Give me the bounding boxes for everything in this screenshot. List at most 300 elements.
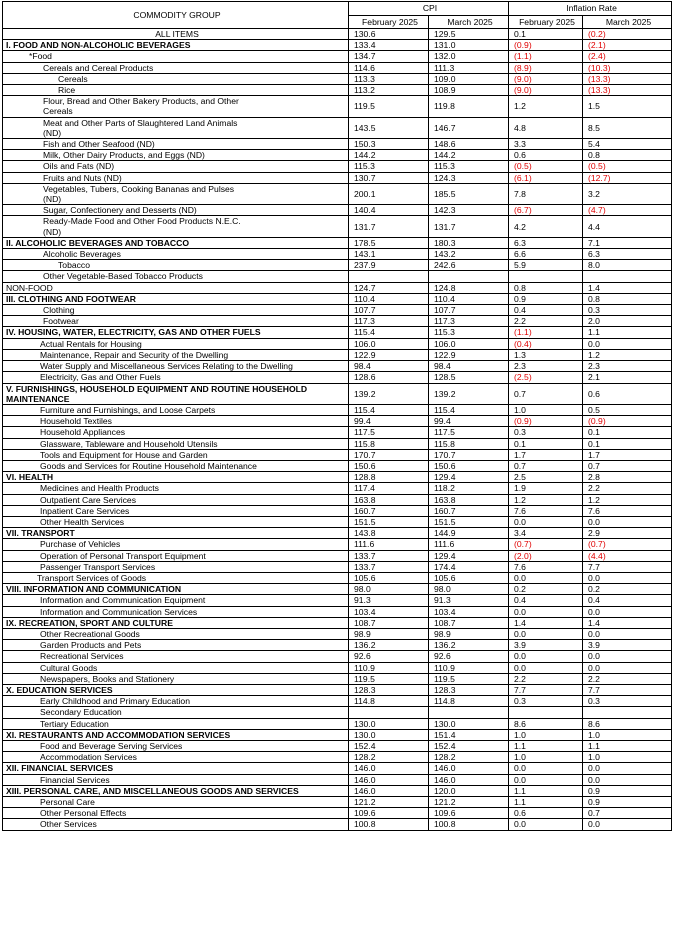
cpi-mar-value: 117.5	[429, 427, 509, 438]
commodity-label: Tobacco	[3, 260, 349, 271]
cpi-feb-value: 139.2	[349, 383, 429, 404]
table-row	[3, 528, 672, 539]
cpi-feb-value: 103.4	[349, 606, 429, 617]
inf-mar-value: 7.7	[583, 561, 672, 572]
cpi-feb-value: 146.0	[349, 774, 429, 785]
inf-mar-value: (0.9)	[583, 416, 672, 427]
table-row	[3, 684, 672, 695]
commodity-label: XIII. PERSONAL CARE, AND MISCELLANEOUS GOODS AND SERVICES	[3, 785, 349, 796]
commodity-label: Fish and Other Seafood (ND)	[3, 139, 349, 150]
cpi-feb-value: 106.0	[349, 338, 429, 349]
inf-feb-value: 1.4	[509, 617, 583, 628]
cpi-feb-value: 140.4	[349, 205, 429, 216]
cpi-feb-value: 128.8	[349, 472, 429, 483]
commodity-label: III. CLOTHING AND FOOTWEAR	[3, 293, 349, 304]
inf-mar-value: 0.1	[583, 438, 672, 449]
cpi-mar-value: 108.7	[429, 617, 509, 628]
cpi-feb-value: 119.5	[349, 96, 429, 117]
inf-feb-value: 7.7	[509, 684, 583, 695]
cpi-mar-value: 110.4	[429, 293, 509, 304]
inf-feb-value: 7.6	[509, 505, 583, 516]
cpi-feb-value: 146.0	[349, 763, 429, 774]
table-row	[3, 785, 672, 796]
commodity-label: Accommodation Services	[3, 752, 349, 763]
commodity-label: Ready-Made Food and Other Food Products N.E.C. (ND)	[3, 216, 349, 237]
inf-mar-value: (13.3)	[583, 73, 672, 84]
inf-mar-value: 7.6	[583, 505, 672, 516]
cpi-mar-value: 129.4	[429, 472, 509, 483]
table-row	[3, 327, 672, 338]
inf-feb-value: 0.1	[509, 29, 583, 40]
cpi-feb-header: February 2025	[349, 16, 429, 29]
commodity-label: Household Appliances	[3, 427, 349, 438]
cpi-feb-value: 115.3	[349, 161, 429, 172]
cpi-mar-value: 242.6	[429, 260, 509, 271]
inf-mar-value: (0.5)	[583, 161, 672, 172]
inf-mar-value: 0.0	[583, 819, 672, 830]
inf-feb-value: 0.0	[509, 651, 583, 662]
table-row	[3, 774, 672, 785]
cpi-feb-value: 130.6	[349, 29, 429, 40]
table-row	[3, 40, 672, 51]
inf-mar-value: 3.2	[583, 183, 672, 204]
table-row	[3, 640, 672, 651]
cpi-mar-value: 148.6	[429, 139, 509, 150]
commodity-label: VIII. INFORMATION AND COMMUNICATION	[3, 584, 349, 595]
inf-feb-value: (2.0)	[509, 550, 583, 561]
inf-mar-value: (12.7)	[583, 172, 672, 183]
table-row	[3, 282, 672, 293]
inf-mar-value: 0.0	[583, 606, 672, 617]
cpi-mar-value: 130.0	[429, 718, 509, 729]
inf-feb-value: (0.7)	[509, 539, 583, 550]
table-row	[3, 205, 672, 216]
cpi-mar-value: 108.9	[429, 85, 509, 96]
commodity-label: Medicines and Health Products	[3, 483, 349, 494]
table-row	[3, 752, 672, 763]
commodity-label: Oils and Fats (ND)	[3, 161, 349, 172]
cpi-feb-value: 133.7	[349, 550, 429, 561]
commodity-label: Goods and Services for Routine Household Maintenance	[3, 460, 349, 471]
inf-mar-value: 0.7	[583, 808, 672, 819]
inf-feb-value: 4.8	[509, 117, 583, 138]
table-row	[3, 651, 672, 662]
inf-mar-value: 1.0	[583, 729, 672, 740]
cpi-mar-value: 129.4	[429, 550, 509, 561]
cpi-mar-value: 119.5	[429, 673, 509, 684]
inf-mar-value: 0.0	[583, 628, 672, 639]
inf-mar-value: 1.1	[583, 327, 672, 338]
inf-mar-value: 1.4	[583, 282, 672, 293]
commodity-label: Personal Care	[3, 797, 349, 808]
inf-feb-value	[509, 271, 583, 282]
inf-feb-value: 0.6	[509, 808, 583, 819]
commodity-label: Electricity, Gas and Other Fuels	[3, 372, 349, 383]
table-row	[3, 741, 672, 752]
cpi-mar-value	[429, 271, 509, 282]
cpi-feb-value: 110.9	[349, 662, 429, 673]
cpi-mar-value: 139.2	[429, 383, 509, 404]
inf-feb-value: 1.0	[509, 752, 583, 763]
inf-feb-value: 7.8	[509, 183, 583, 204]
inf-feb-value: 6.3	[509, 237, 583, 248]
inf-feb-value: 1.1	[509, 797, 583, 808]
cpi-mar-value: 100.8	[429, 819, 509, 830]
table-row	[3, 305, 672, 316]
inf-feb-value: 0.7	[509, 460, 583, 471]
commodity-label: XI. RESTAURANTS AND ACCOMMODATION SERVICES	[3, 729, 349, 740]
cpi-mar-value: 146.0	[429, 774, 509, 785]
table-row	[3, 237, 672, 248]
inf-feb-value: 5.9	[509, 260, 583, 271]
inf-feb-value: 0.3	[509, 427, 583, 438]
cpi-mar-value: 146.7	[429, 117, 509, 138]
commodity-label: Inpatient Care Services	[3, 505, 349, 516]
inf-mar-value: 0.1	[583, 427, 672, 438]
table-row	[3, 617, 672, 628]
cpi-mar-value: 107.7	[429, 305, 509, 316]
inf-mar-value: (0.7)	[583, 539, 672, 550]
inf-feb-value: 1.7	[509, 449, 583, 460]
table-row	[3, 361, 672, 372]
cpi-feb-value: 113.3	[349, 73, 429, 84]
table-row	[3, 584, 672, 595]
cpi-feb-value: 98.9	[349, 628, 429, 639]
inf-mar-value: 0.5	[583, 404, 672, 415]
table-row	[3, 372, 672, 383]
inf-mar-value: 2.0	[583, 316, 672, 327]
cpi-mar-value: 142.3	[429, 205, 509, 216]
inf-feb-value: 0.9	[509, 293, 583, 304]
cpi-mar-value: 92.6	[429, 651, 509, 662]
cpi-feb-value: 114.6	[349, 62, 429, 73]
table-row	[3, 216, 672, 237]
inf-feb-value: (0.4)	[509, 338, 583, 349]
inf-mar-value: 0.0	[583, 763, 672, 774]
cpi-mar-value: 132.0	[429, 51, 509, 62]
inf-feb-value: 1.1	[509, 785, 583, 796]
table-row	[3, 628, 672, 639]
commodity-label: Milk, Other Dairy Products, and Eggs (ND)	[3, 150, 349, 161]
table-body	[3, 29, 672, 831]
table-row	[3, 260, 672, 271]
cpi-mar-value: 110.9	[429, 662, 509, 673]
commodity-label: Water Supply and Miscellaneous Services Relating to the Dwelling	[3, 361, 349, 372]
commodity-label: Information and Communication Equipment	[3, 595, 349, 606]
inf-feb-value: 0.0	[509, 819, 583, 830]
inf-feb-value: 0.8	[509, 282, 583, 293]
inf-mar-value: 2.2	[583, 673, 672, 684]
cpi-feb-value: 100.8	[349, 819, 429, 830]
inf-mar-value: 0.3	[583, 696, 672, 707]
commodity-label: Actual Rentals for Housing	[3, 338, 349, 349]
commodity-label: Sugar, Confectionery and Desserts (ND)	[3, 205, 349, 216]
inf-mar-value: 1.1	[583, 741, 672, 752]
table-row	[3, 316, 672, 327]
cpi-feb-value: 146.0	[349, 785, 429, 796]
table-row	[3, 338, 672, 349]
cpi-mar-value: 98.4	[429, 361, 509, 372]
commodity-label: VI. HEALTH	[3, 472, 349, 483]
commodity-label: Vegetables, Tubers, Cooking Bananas and Pulses (ND)	[3, 183, 349, 204]
inf-mar-value: (13.3)	[583, 85, 672, 96]
table-row	[3, 472, 672, 483]
commodity-label: Other Services	[3, 819, 349, 830]
commodity-label: Cultural Goods	[3, 662, 349, 673]
inf-feb-value: 0.0	[509, 662, 583, 673]
inf-feb-value: (1.1)	[509, 51, 583, 62]
inf-feb-value: 0.0	[509, 606, 583, 617]
inf-feb-value: 0.4	[509, 305, 583, 316]
inf-mar-value: 8.6	[583, 718, 672, 729]
cpi-feb-value: 107.7	[349, 305, 429, 316]
cpi-feb-value: 109.6	[349, 808, 429, 819]
cpi-mar-value: 115.8	[429, 438, 509, 449]
table-row	[3, 595, 672, 606]
table-row	[3, 539, 672, 550]
table-row	[3, 293, 672, 304]
cpi-feb-value: 128.2	[349, 752, 429, 763]
inf-mar-value: (10.3)	[583, 62, 672, 73]
commodity-label: Flour, Bread and Other Bakery Products, and Other Cereals	[3, 96, 349, 117]
commodity-group-header: COMMODITY GROUP	[3, 2, 349, 29]
table-row	[3, 460, 672, 471]
inf-mar-value: 0.0	[583, 338, 672, 349]
inf-mar-value: 1.2	[583, 349, 672, 360]
cpi-feb-value: 108.7	[349, 617, 429, 628]
table-row	[3, 808, 672, 819]
inf-mar-value: 3.9	[583, 640, 672, 651]
inf-mar-value: 2.2	[583, 483, 672, 494]
commodity-label: Furniture and Furnishings, and Loose Carpets	[3, 404, 349, 415]
cpi-feb-value: 128.3	[349, 684, 429, 695]
table-row	[3, 96, 672, 117]
commodity-label: Cereals	[3, 73, 349, 84]
inf-mar-value: 8.0	[583, 260, 672, 271]
cpi-feb-value	[349, 271, 429, 282]
inf-feb-value	[509, 707, 583, 718]
cpi-feb-value: 121.2	[349, 797, 429, 808]
cpi-feb-value: 134.7	[349, 51, 429, 62]
inf-feb-value: 1.0	[509, 404, 583, 415]
table-row	[3, 427, 672, 438]
inf-mar-value: 1.0	[583, 752, 672, 763]
inf-mar-value: 0.8	[583, 293, 672, 304]
cpi-mar-value: 131.7	[429, 216, 509, 237]
table-row	[3, 161, 672, 172]
table-row	[3, 572, 672, 583]
cpi-mar-value: 117.3	[429, 316, 509, 327]
inf-mar-value: 5.4	[583, 139, 672, 150]
table-row	[3, 707, 672, 718]
inf-feb-value: (0.5)	[509, 161, 583, 172]
cpi-mar-value: 174.4	[429, 561, 509, 572]
inf-mar-value: 2.9	[583, 528, 672, 539]
inf-feb-value: 1.0	[509, 729, 583, 740]
table-row	[3, 62, 672, 73]
inf-feb-value: 8.6	[509, 718, 583, 729]
commodity-label: Other Health Services	[3, 516, 349, 527]
inf-mar-value: 0.0	[583, 651, 672, 662]
commodity-label: I. FOOD AND NON-ALCOHOLIC BEVERAGES	[3, 40, 349, 51]
cpi-feb-value: 133.4	[349, 40, 429, 51]
inf-feb-value: 0.4	[509, 595, 583, 606]
cpi-mar-value: 143.2	[429, 249, 509, 260]
cpi-mar-value: 98.9	[429, 628, 509, 639]
cpi-mar-value: 118.2	[429, 483, 509, 494]
cpi-mar-value: 163.8	[429, 494, 509, 505]
commodity-label: Alcoholic Beverages	[3, 249, 349, 260]
table-row	[3, 349, 672, 360]
cpi-mar-value: 136.2	[429, 640, 509, 651]
inf-mar-value: (0.2)	[583, 29, 672, 40]
commodity-label: Operation of Personal Transport Equipment	[3, 550, 349, 561]
cpi-feb-value: 128.6	[349, 372, 429, 383]
table-row	[3, 150, 672, 161]
commodity-label: Tools and Equipment for House and Garden	[3, 449, 349, 460]
cpi-feb-value: 136.2	[349, 640, 429, 651]
inf-feb-value: (8.9)	[509, 62, 583, 73]
commodity-label: X. EDUCATION SERVICES	[3, 684, 349, 695]
commodity-label: Food and Beverage Serving Services	[3, 741, 349, 752]
cpi-mar-value: 91.3	[429, 595, 509, 606]
cpi-feb-value: 130.0	[349, 718, 429, 729]
table-row	[3, 673, 672, 684]
cpi-feb-value: 178.5	[349, 237, 429, 248]
cpi-mar-value: 114.8	[429, 696, 509, 707]
cpi-mar-value: 106.0	[429, 338, 509, 349]
commodity-label: II. ALCOHOLIC BEVERAGES AND TOBACCO	[3, 237, 349, 248]
inf-feb-value: (9.0)	[509, 73, 583, 84]
cpi-feb-value: 150.6	[349, 460, 429, 471]
inf-mar-value	[583, 271, 672, 282]
inf-feb-value: 2.2	[509, 316, 583, 327]
cpi-mar-value: 131.0	[429, 40, 509, 51]
cpi-feb-value: 124.7	[349, 282, 429, 293]
table-row	[3, 172, 672, 183]
cpi-mar-value: 121.2	[429, 797, 509, 808]
inf-feb-value: (0.9)	[509, 416, 583, 427]
inflation-mar-header: March 2025	[583, 16, 672, 29]
table-row	[3, 797, 672, 808]
table-row	[3, 85, 672, 96]
inf-feb-value: 4.2	[509, 216, 583, 237]
inf-feb-value: 0.0	[509, 763, 583, 774]
inf-feb-value: 0.2	[509, 584, 583, 595]
commodity-label: Outpatient Care Services	[3, 494, 349, 505]
commodity-label: VII. TRANSPORT	[3, 528, 349, 539]
commodity-label: *Food	[3, 51, 349, 62]
cpi-feb-value: 105.6	[349, 572, 429, 583]
cpi-mar-value: 150.6	[429, 460, 509, 471]
cpi-mar-value: 180.3	[429, 237, 509, 248]
table-row	[3, 561, 672, 572]
table-row	[3, 606, 672, 617]
inf-feb-value: 0.0	[509, 572, 583, 583]
commodity-label: Recreational Services	[3, 651, 349, 662]
inf-feb-value: 6.6	[509, 249, 583, 260]
commodity-label: Footwear	[3, 316, 349, 327]
table-row	[3, 516, 672, 527]
cpi-mar-value: 129.5	[429, 29, 509, 40]
commodity-label: Other Personal Effects	[3, 808, 349, 819]
cpi-feb-value: 163.8	[349, 494, 429, 505]
cpi-feb-value: 150.3	[349, 139, 429, 150]
cpi-feb-value: 110.4	[349, 293, 429, 304]
inf-mar-value: 0.6	[583, 383, 672, 404]
cpi-feb-value: 144.2	[349, 150, 429, 161]
inf-feb-value: (6.7)	[509, 205, 583, 216]
inf-mar-value: (4.7)	[583, 205, 672, 216]
cpi-mar-value: 160.7	[429, 505, 509, 516]
cpi-mar-value: 111.6	[429, 539, 509, 550]
commodity-label: Financial Services	[3, 774, 349, 785]
inf-feb-value: 3.9	[509, 640, 583, 651]
inf-mar-value: 0.9	[583, 785, 672, 796]
cpi-mar-value: 115.3	[429, 327, 509, 338]
cpi-feb-value: 130.7	[349, 172, 429, 183]
table-row	[3, 729, 672, 740]
commodity-label: XII. FINANCIAL SERVICES	[3, 763, 349, 774]
table-row	[3, 404, 672, 415]
inf-mar-value: 7.7	[583, 684, 672, 695]
inf-feb-value: 7.6	[509, 561, 583, 572]
inf-feb-value: (2.5)	[509, 372, 583, 383]
cpi-mar-value: 128.3	[429, 684, 509, 695]
table-row	[3, 696, 672, 707]
table-row	[3, 763, 672, 774]
cpi-feb-value: 115.4	[349, 327, 429, 338]
inf-feb-value: 1.1	[509, 741, 583, 752]
cpi-feb-value: 114.8	[349, 696, 429, 707]
cpi-mar-value: 109.0	[429, 73, 509, 84]
inf-mar-value: 0.0	[583, 662, 672, 673]
inf-feb-value: 0.6	[509, 150, 583, 161]
cpi-mar-value: 170.7	[429, 449, 509, 460]
commodity-label: IX. RECREATION, SPORT AND CULTURE	[3, 617, 349, 628]
cpi-feb-value	[349, 707, 429, 718]
commodity-label: Clothing	[3, 305, 349, 316]
cpi-feb-value: 98.0	[349, 584, 429, 595]
cpi-mar-value: 152.4	[429, 741, 509, 752]
cpi-mar-value: 128.2	[429, 752, 509, 763]
inf-mar-value: 0.7	[583, 460, 672, 471]
inf-mar-value: 0.0	[583, 774, 672, 785]
cpi-mar-value: 146.0	[429, 763, 509, 774]
cpi-mar-value	[429, 707, 509, 718]
commodity-label: Tertiary Education	[3, 718, 349, 729]
commodity-label: ALL ITEMS	[3, 29, 349, 40]
table-row	[3, 550, 672, 561]
inf-mar-value: (4.4)	[583, 550, 672, 561]
commodity-label: V. FURNISHINGS, HOUSEHOLD EQUIPMENT AND ROUTINE HOUSEHOLD MAINTENANCE	[3, 383, 349, 404]
cpi-mar-value: 119.8	[429, 96, 509, 117]
inf-feb-value: 2.3	[509, 361, 583, 372]
inf-feb-value: 0.0	[509, 516, 583, 527]
commodity-label: Newspapers, Books and Stationery	[3, 673, 349, 684]
inf-mar-value: 0.2	[583, 584, 672, 595]
cpi-feb-value: 92.6	[349, 651, 429, 662]
table-row	[3, 183, 672, 204]
cpi-feb-value: 160.7	[349, 505, 429, 516]
commodity-label: Rice	[3, 85, 349, 96]
inf-mar-value: 0.4	[583, 595, 672, 606]
cpi-mar-value: 124.8	[429, 282, 509, 293]
table-row	[3, 449, 672, 460]
table-row	[3, 438, 672, 449]
table-row	[3, 662, 672, 673]
inf-feb-value: 1.3	[509, 349, 583, 360]
